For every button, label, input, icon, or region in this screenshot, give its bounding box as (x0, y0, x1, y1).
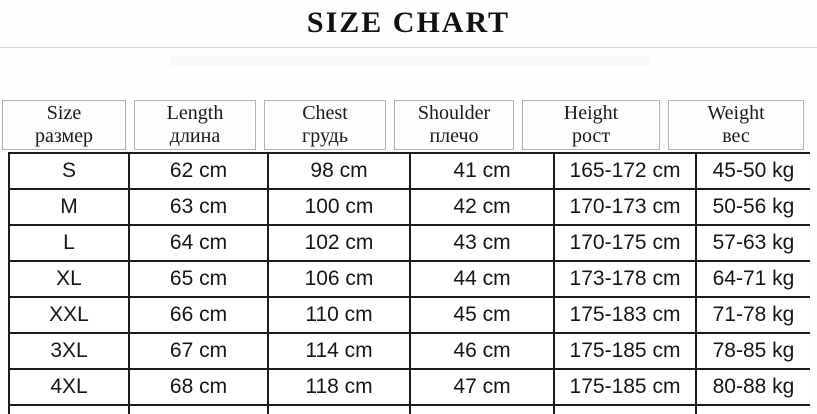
table-row (9, 369, 810, 405)
measure-cell: 46 cm (410, 333, 554, 369)
empty-cell (9, 405, 129, 414)
page-title: SIZE CHART (306, 6, 511, 39)
measure-cell: 41 cm (410, 153, 554, 189)
measure-cell: 68 cm (129, 369, 268, 405)
measure-cell: 110 cm (268, 297, 410, 333)
table-row (9, 333, 810, 369)
measure-cell: 67 cm (129, 333, 268, 369)
table-header-row (2, 100, 804, 150)
header-cell-size (2, 100, 126, 150)
measure-cell: 65 cm (129, 261, 268, 297)
measure-cell: 175-185 cm (554, 369, 696, 405)
table-row (9, 297, 810, 333)
table-row (9, 189, 810, 225)
measure-cell: 100 cm (268, 189, 410, 225)
measure-cell: 50-56 kg (696, 189, 810, 225)
measure-cell: 175-185 cm (554, 333, 696, 369)
measure-cell: 98 cm (268, 153, 410, 189)
size-cell: M (9, 189, 129, 225)
measure-cell: 114 cm (268, 333, 410, 369)
header-label-ru: рост (571, 125, 611, 147)
measure-cell: 57-63 kg (696, 225, 810, 261)
measure-cell: 43 cm (410, 225, 554, 261)
size-cell: S (9, 153, 129, 189)
measure-cell: 63 cm (129, 189, 268, 225)
table-row (9, 225, 810, 261)
measure-cell: 106 cm (268, 261, 410, 297)
measure-cell: 47 cm (410, 369, 554, 405)
size-cell: 4XL (9, 369, 129, 405)
empty-cell (129, 405, 268, 414)
empty-cell (268, 405, 410, 414)
header-cell-height (522, 100, 660, 150)
table-row (9, 153, 810, 189)
header-label-en: Size (46, 102, 82, 124)
table-row (9, 261, 810, 297)
header-cell-shoulder (394, 100, 514, 150)
measure-cell: 118 cm (268, 369, 410, 405)
measure-cell: 165-172 cm (554, 153, 696, 189)
measure-cell: 170-173 cm (554, 189, 696, 225)
measure-cell: 78-85 kg (696, 333, 810, 369)
header-label-en: Shoulder (417, 102, 491, 124)
header-cell-chest (264, 100, 386, 150)
header-label-en: Weight (707, 102, 765, 124)
measure-cell: 170-175 cm (554, 225, 696, 261)
measure-cell: 42 cm (410, 189, 554, 225)
table-row-clipped (9, 405, 810, 414)
title-divider (0, 47, 817, 48)
measure-cell: 173-178 cm (554, 261, 696, 297)
size-cell: XXL (9, 297, 129, 333)
empty-cell (696, 405, 810, 414)
empty-cell (554, 405, 696, 414)
header-label-ru: вес (722, 125, 750, 147)
header-label-en: Length (166, 102, 224, 124)
size-table-body (9, 153, 810, 414)
header-label-ru: размер (34, 125, 94, 147)
measure-cell: 62 cm (129, 153, 268, 189)
measure-cell: 44 cm (410, 261, 554, 297)
measure-cell: 71-78 kg (696, 297, 810, 333)
measure-cell: 45-50 kg (696, 153, 810, 189)
header-cell-weight (668, 100, 804, 150)
size-table (8, 152, 810, 414)
size-cell: XL (9, 261, 129, 297)
measure-cell: 64-71 kg (696, 261, 810, 297)
size-cell: 3XL (9, 333, 129, 369)
size-cell: L (9, 225, 129, 261)
measure-cell: 80-88 kg (696, 369, 810, 405)
header-label-ru: длина (169, 125, 221, 147)
faded-watermark (170, 56, 650, 66)
measure-cell: 45 cm (410, 297, 554, 333)
measure-cell: 64 cm (129, 225, 268, 261)
header-label-en: Chest (302, 102, 348, 124)
size-table-wrap (8, 152, 810, 414)
header-label-ru: плечо (429, 125, 479, 147)
measure-cell: 66 cm (129, 297, 268, 333)
measure-cell: 102 cm (268, 225, 410, 261)
header-cell-length (134, 100, 256, 150)
header-label-en: Height (563, 102, 619, 124)
empty-cell (410, 405, 554, 414)
header-label-ru: грудь (302, 125, 348, 147)
measure-cell: 175-183 cm (554, 297, 696, 333)
